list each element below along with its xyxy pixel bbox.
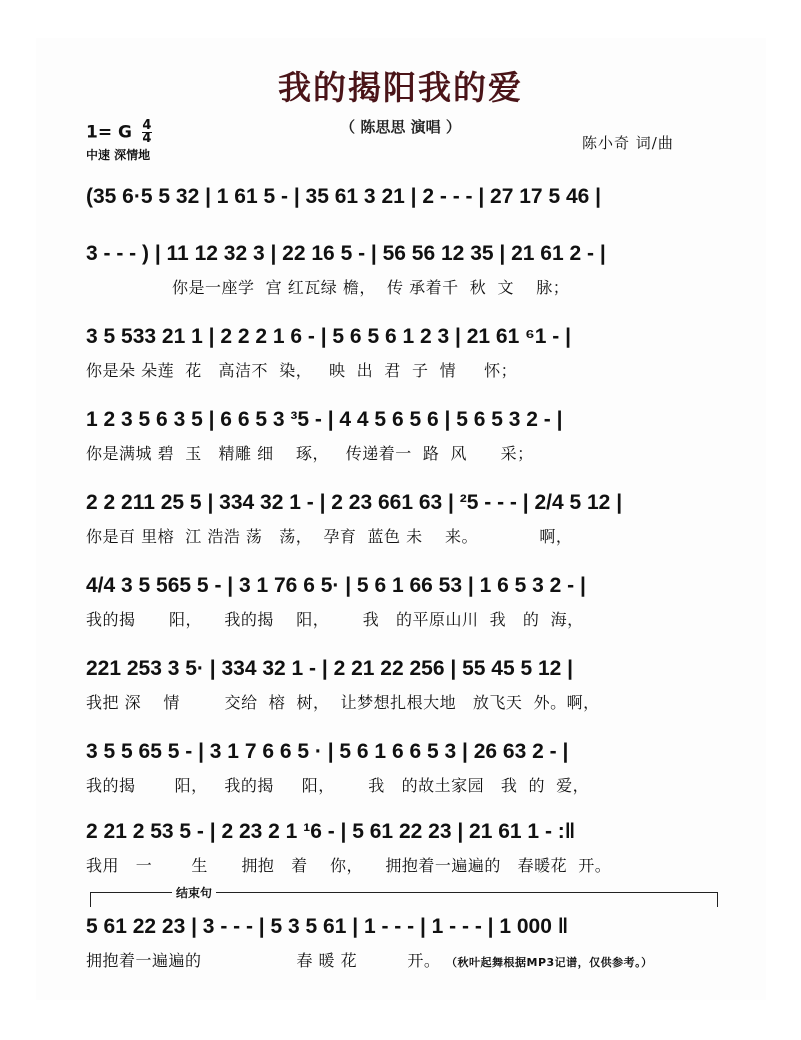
lyrics-line: 我的揭 阳， 我的揭 阳， 我 的平原山川 我 的 海， [86,610,584,629]
transcription-note: （秋叶起舞根据MP3记谱，仅供参考。） [446,956,653,969]
singer-credit: （ 陈思思 演唱 ） [340,118,461,136]
lyrics-line: 你是朵 朵莲 花 高洁不 染， 映 出 君 子 情 怀； [86,361,518,380]
notation-line: 3 - - - ) | 11 12 32 3 | 22 16 5 - | 56 56 12 35 | 21 61 2 - | [86,242,606,265]
time-signature: $\frac{4}{4}$ [142,118,152,146]
notation-line: 2 2 211 25 5 | 334 32 1 - | 2 23 661 63 | ²5 - - - | 2/4 5 12 | [86,491,623,514]
song-title: 我的揭阳我的爱 [278,68,523,107]
ending-label: 结束句 [172,884,216,901]
notation-line: 3 5 5 65 5 - | 3 1 7 6 6 5 · | 5 6 1 6 6 5 3 | 26 63 2 - | [86,740,569,763]
notation-line: 3 5 533 21 1 | 2 2 2 1 6 - | 5 6 5 6 1 2 3 | 21 61 ⁶1 - | [86,325,571,348]
lyrics-line: 我用 一 生 拥抱 着 你， 拥抱着一遍遍的 春暖花 开。 [86,856,612,875]
notation-line: 1 2 3 5 6 3 5 | 6 6 5 3 ³5 - | 4 4 5 6 5 6 | 5 6 5 3 2 - | [86,408,563,431]
lyrics-line: 拥抱着一遍遍的 春 暖 花 开。 （秋叶起舞根据MP3记谱，仅供参考。） [86,951,653,970]
notation-line: 221 253 3 5· | 334 32 1 - | 2 21 22 256 | 55 45 5 12 | [86,657,574,680]
lyrics-line: 我把 深 情 交给 榕 树， 让梦想扎根大地 放飞天 外。啊， [86,693,600,712]
key-signature [86,120,152,145]
tempo-marking: 中速 深情地 [86,148,151,162]
lyrics-line: 你是满城 碧 玉 精雕 细 琢， 传递着一 路 风 采； [86,444,534,463]
lyrics-line: 你是一座学 宫 红瓦绿 檐， 传 承着千 秋 文 脉； [172,278,570,297]
notation-line: (35 6·5 5 32 | 1 61 5 - | 35 61 3 21 | 2 - - - | 27 17 5 46 | [86,185,602,208]
lyrics-line: 你是百 里榕 江 浩浩 荡 荡， 孕育 蓝色 未 来。 啊， [86,527,573,546]
author-credit: 陈小奇 词/曲 [582,134,674,152]
notation-line: 5 61 22 23 | 3 - - - | 5 3 5 61 | 1 - - - | 1 - - - | 1 000 ‖ [86,915,569,938]
notation-line: 4/4 3 5 565 5 - | 3 1 76 6 5· | 5 6 1 66 53 | 1 6 5 3 2 - | [86,574,586,597]
lyrics-line: 我的揭 阳， 我的揭 阳， 我 的故土家园 我 的 爱， [86,776,590,795]
notation-line: 2 21 2 53 5 - | 2 23 2 1 ¹6 - | 5 61 22 23 | 21 61 1 - :‖ [86,820,576,843]
key-label: 1= G [86,122,132,143]
